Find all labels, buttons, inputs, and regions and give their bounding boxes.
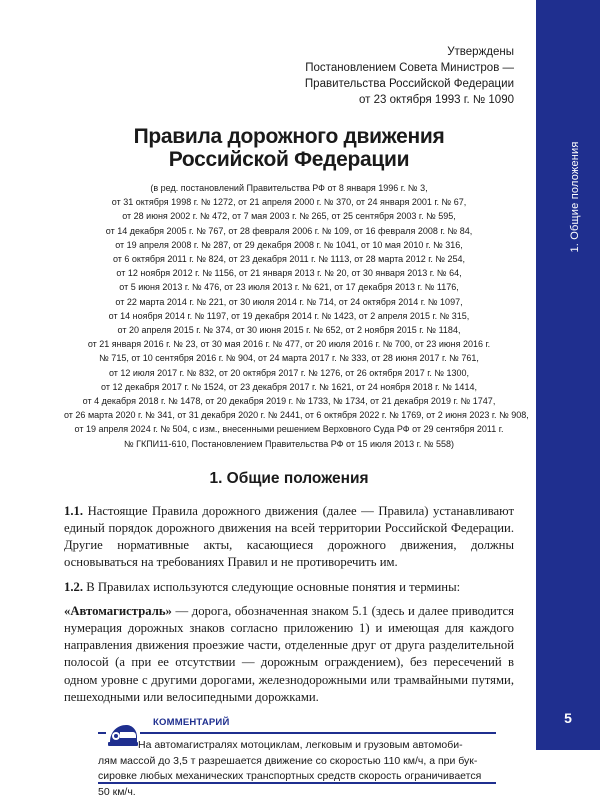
approval-line: Утверждены: [447, 46, 514, 58]
paragraph-1-2: [64, 579, 514, 596]
paragraph-number: 1.2.: [64, 579, 84, 594]
paragraph-number: 1.1.: [64, 503, 84, 518]
comment-line: 50 км/ч.: [98, 785, 136, 798]
amendment-line: от 19 апреля 2008 г. № 287, от 29 декабря 2008 г. № 1041, от 10 мая 2010 г. № 316,: [115, 239, 463, 250]
paragraph-1-1: [64, 503, 514, 572]
amendment-line: от 21 января 2016 г. № 23, от 30 мая 2016 г. № 477, от 20 июля 2016 г. № 700, от 23 июня 2016 г.: [87, 339, 491, 350]
amendment-line: от 5 июня 2013 г. № 476, от 23 июля 2013 г. № 621, от 17 декабря 2013 г. № 1176,: [119, 282, 459, 293]
amendment-line: № 715, от 10 сентября 2016 г. № 904, от 24 марта 2017 г. № 333, от 28 июня 2017 г. № 761,: [99, 353, 479, 364]
amendment-line: от 14 ноября 2014 г. № 1197, от 19 декабря 2014 г. № 1423, от 2 апреля 2015 г. № 315,: [108, 310, 470, 321]
amendment-line: (в ред. постановлений Правительства РФ от 8 января 1996 г. № 3,: [150, 183, 428, 193]
amendment-line: от 14 декабря 2005 г. № 767, от 28 февраля 2006 г. № 109, от 16 февраля 2008 г. № 84,: [105, 225, 473, 236]
amendment-line: от 12 июля 2017 г. № 832, от 20 октября 2017 г. № 1276, от 26 октября 2017 г. № 1300,: [108, 367, 470, 378]
comment-box: [98, 716, 496, 798]
approval-block: [64, 44, 514, 108]
paragraph-text: В Правилах используются следующие основные понятия и термины:: [86, 579, 461, 594]
title-line: Правила дорожного движения: [133, 125, 445, 148]
sidebar-tab: [536, 0, 600, 750]
section-heading: 1. Общие положения: [209, 469, 369, 487]
approval-line: Постановлением Совета Министров —: [305, 62, 514, 74]
title-line: Российской Федерации: [168, 148, 410, 171]
comment-line: лям массой до 3,5 т разрешается движение со скоростью 110 км/ч, а при бук-: [98, 754, 478, 767]
amendment-line: от 6 октября 2011 г. № 824, от 23 декабря 2011 г. № 1113, от 28 марта 2012 г. № 254,: [112, 254, 466, 265]
comment-line: сировке любых механических транспортных средств скорость ограничивается: [98, 770, 482, 783]
page-content: [64, 30, 529, 798]
section-tab-text: 1. Общие положения: [569, 141, 581, 253]
amendment-line: от 19 апреля 2024 г. № 504, с изм., внесенными решением Верховного Суда РФ от 29 сентября 2011 г.: [74, 424, 504, 435]
amendment-line: от 28 июня 2002 г. № 472, от 7 мая 2003 г. № 265, от 25 сентября 2003 г. № 595,: [122, 211, 456, 222]
comment-bottom-rule: [98, 782, 496, 784]
amendment-line: от 31 октября 1998 г. № 1272, от 21 апреля 2000 г. № 370, от 24 января 2001 г. № 67,: [111, 197, 467, 208]
definition-term: «Автомагистраль»: [64, 603, 172, 618]
comment-header: [98, 716, 496, 734]
paragraph-text: Настоящие Правила дорожного движения (далее — Правила) устанавливают единый порядок дорожного движения на всей территории Российской Федерации. Другие нормативные акты, касающиеся дорожного движения, должны основываться на требованиях Правил и не противоречить им.: [64, 503, 514, 570]
page-number: 5: [564, 710, 572, 726]
approval-line: от 23 октября 1993 г. № 1090: [359, 94, 514, 106]
definition-text: — дорога, обозначенная знаком 5.1 (здесь и далее приводится нумерация дорожных знаков согласно приложению 1) и имеющая для каждого направления движения проезжие части, отделенные друг от друга разделительной полосой (а при ее отсутствии — дорожным ограждением), без пересечений в одном уровне с другими дорогами, железнодорожными или трамвайными путями, пешеходными или велосипедными дорожками.: [64, 603, 514, 704]
approval-line: Правительства Российской Федерации: [304, 78, 514, 90]
comment-title: КОММЕНТАРИЙ: [153, 717, 230, 729]
amendment-line: от 12 декабря 2017 г. № 1524, от 23 декабря 2017 г. № 1621, от 24 ноября 2018 г. № 1414,: [101, 381, 477, 392]
amendment-line: № ГКПИ11-610, Постановлением Правительства РФ от 15 июля 2013 г. № 558): [123, 438, 455, 449]
amendment-line: от 26 марта 2020 г. № 341, от 31 декабря 2020 г. № 2441, от 6 октября 2022 г. № 1769, от 2 июня 2023 г. № 908,: [64, 410, 529, 421]
definition-autobahn: [64, 603, 514, 706]
amendment-line: от 22 марта 2014 г. № 221, от 30 июля 2014 г. № 714, от 24 октября 2014 г. № 1097,: [115, 296, 463, 307]
amendment-line: от 12 ноября 2012 г. № 1156, от 21 января 2013 г. № 20, от 30 января 2013 г. № 64,: [116, 268, 462, 279]
amendment-line: от 4 декабря 2018 г. № 1478, от 20 декабря 2019 г. № 1733, № 1734, от 21 декабря 2019 г. № 1747,: [82, 396, 496, 407]
comment-line: На автомагистралях мотоциклам, легковым и грузовым автомоби-: [138, 739, 463, 752]
comment-text: [98, 738, 496, 800]
section-tab-label: [566, 72, 584, 322]
amendment-line: от 20 апреля 2015 г. № 374, от 30 июня 2015 г. № 652, от 2 ноября 2015 г. № 1184,: [117, 325, 461, 336]
amendments-list: [64, 181, 529, 451]
document-title: [64, 125, 514, 171]
